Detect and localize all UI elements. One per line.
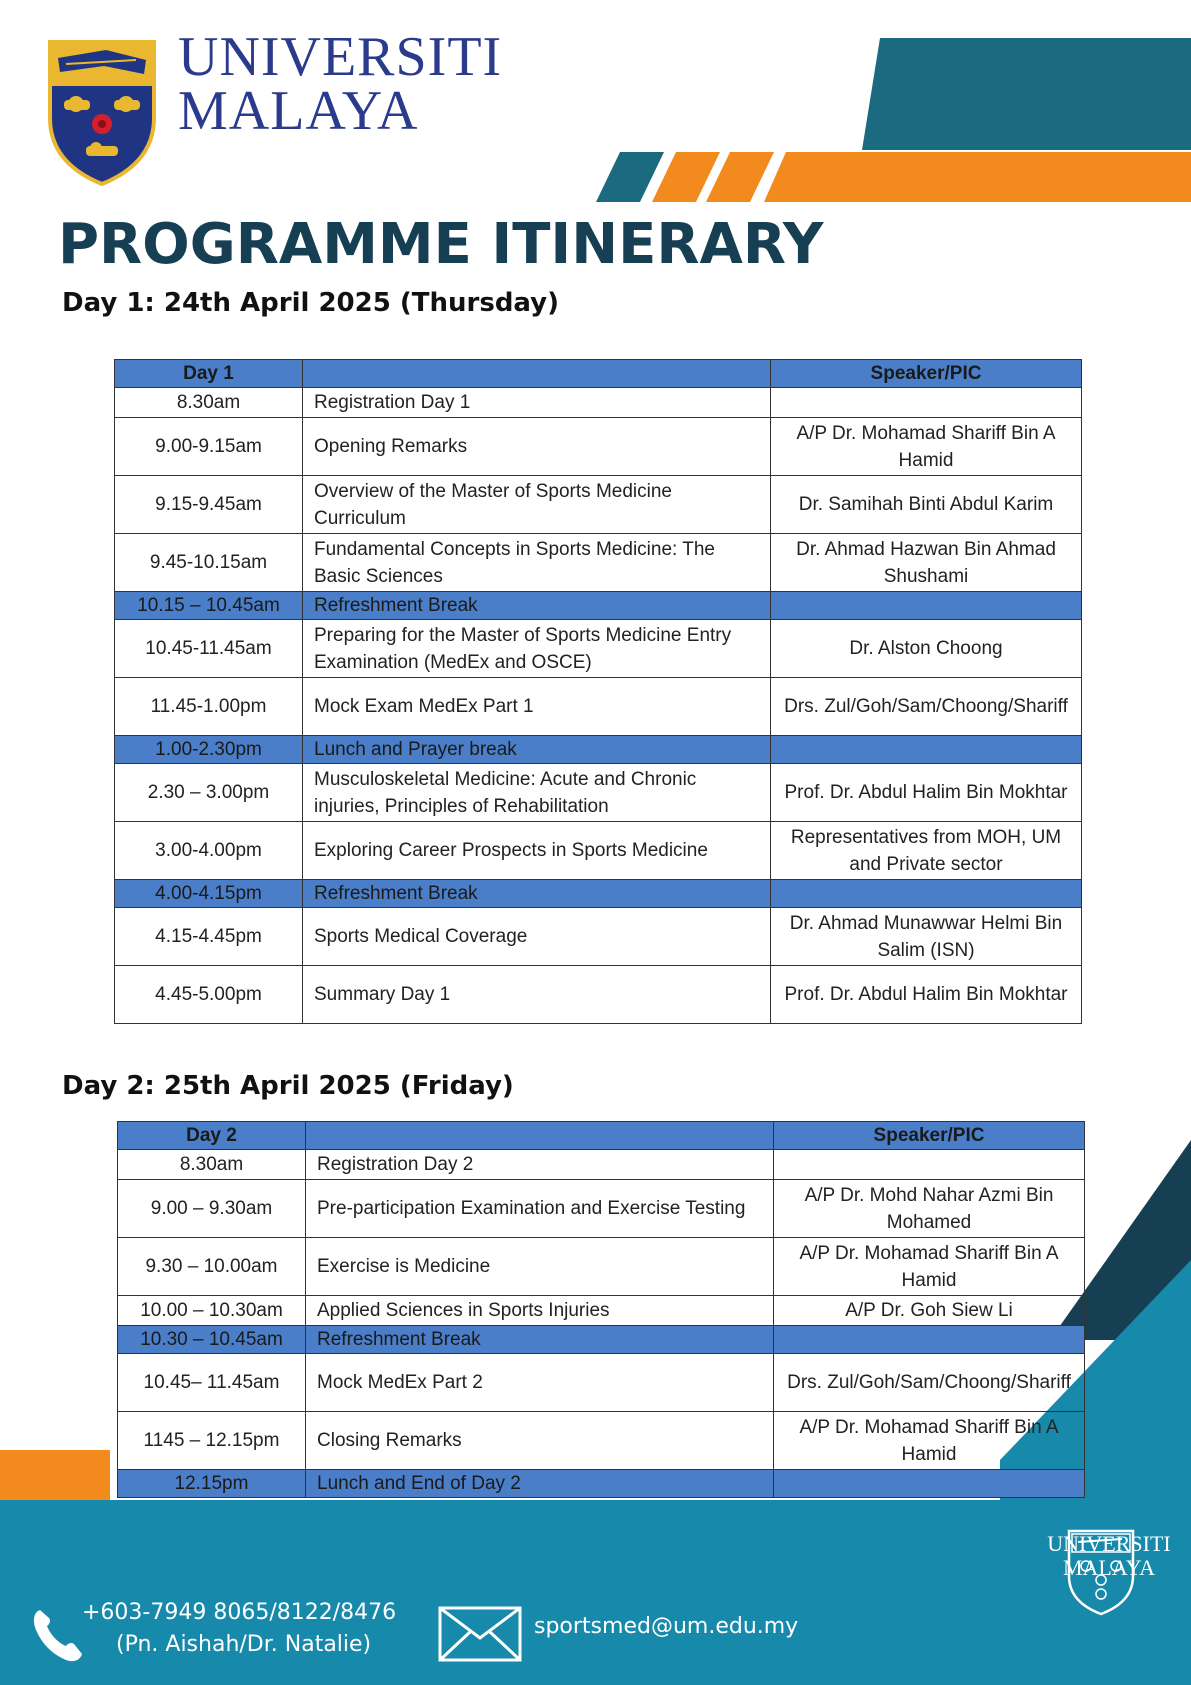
topic-cell: Refreshment Break (303, 592, 771, 620)
footer-logo-line2: MALAYA (1062, 1555, 1156, 1580)
topic-cell: Exploring Career Prospects in Sports Medicine (303, 822, 771, 880)
time-cell: 10.30 – 10.45am (118, 1326, 306, 1354)
table-row (118, 1354, 1085, 1412)
speaker-cell: Prof. Dr. Abdul Halim Bin Mokhtar (771, 966, 1082, 1024)
speaker-cell (771, 388, 1082, 418)
time-cell: 11.45-1.00pm (115, 678, 303, 736)
footer-logo-line1: UNIVERSITI (1047, 1531, 1171, 1556)
teal-stripe (596, 152, 664, 202)
speaker-cell: Dr. Ahmad Hazwan Bin Ahmad Shushami (771, 534, 1082, 592)
speaker-cell (771, 736, 1082, 764)
topic-cell: Mock Exam MedEx Part 1 (303, 678, 771, 736)
speaker-cell: A/P Dr. Goh Siew Li (774, 1296, 1085, 1326)
break-row (115, 592, 1082, 620)
topic-cell: Exercise is Medicine (306, 1238, 774, 1296)
table-row (115, 908, 1082, 966)
phone-icon (30, 1606, 86, 1664)
table-row (115, 678, 1082, 736)
day2-col-topic (306, 1122, 774, 1150)
topic-cell: Applied Sciences in Sports Injuries (306, 1296, 774, 1326)
email-link[interactable]: sportsmed@um.edu.my (534, 1614, 799, 1639)
time-cell: 10.45– 11.45am (118, 1354, 306, 1412)
footer-band (0, 1500, 1191, 1685)
speaker-cell: Drs. Zul/Goh/Sam/Choong/Shariff (774, 1354, 1085, 1412)
break-row (118, 1470, 1085, 1498)
time-cell: 9.15-9.45am (115, 476, 303, 534)
speaker-cell: A/P Dr. Mohamad Shariff Bin A Hamid (771, 418, 1082, 476)
time-cell: 1.00-2.30pm (115, 736, 303, 764)
teal-banner-shape (862, 38, 1191, 150)
university-name-line1: UNIVERSITI (178, 26, 503, 88)
time-cell: 3.00-4.00pm (115, 822, 303, 880)
time-cell: 9.00-9.15am (115, 418, 303, 476)
topic-cell: Registration Day 2 (306, 1150, 774, 1180)
topic-cell: Summary Day 1 (303, 966, 771, 1024)
speaker-cell: A/P Dr. Mohamad Shariff Bin A Hamid (774, 1412, 1085, 1470)
speaker-cell: Prof. Dr. Abdul Halim Bin Mokhtar (771, 764, 1082, 822)
time-cell: 10.45-11.45am (115, 620, 303, 678)
topic-cell: Pre-participation Examination and Exercise Testing (306, 1180, 774, 1238)
table-row (118, 1238, 1085, 1296)
day2-table-header (118, 1122, 1085, 1150)
speaker-cell (774, 1470, 1085, 1498)
time-cell: 8.30am (115, 388, 303, 418)
time-cell: 4.15-4.45pm (115, 908, 303, 966)
time-cell: 12.15pm (118, 1470, 306, 1498)
time-cell: 10.15 – 10.45am (115, 592, 303, 620)
day1-col-speaker: Speaker/PIC (771, 360, 1082, 388)
phone-number: +603-7949 8065/8122/8476 (82, 1600, 397, 1625)
page-title: PROGRAMME ITINERARY (58, 212, 824, 277)
topic-cell: Mock MedEx Part 2 (306, 1354, 774, 1412)
table-row (115, 620, 1082, 678)
table-row (118, 1150, 1085, 1180)
topic-cell: Preparing for the Master of Sports Medicine Entry Examination (MedEx and OSCE) (303, 620, 771, 678)
time-cell: 8.30am (118, 1150, 306, 1180)
topic-cell: Refreshment Break (306, 1326, 774, 1354)
speaker-cell: Dr. Alston Choong (771, 620, 1082, 678)
topic-cell: Opening Remarks (303, 418, 771, 476)
time-cell: 1145 – 12.15pm (118, 1412, 306, 1470)
table-row (115, 534, 1082, 592)
speaker-cell: Dr. Samihah Binti Abdul Karim (771, 476, 1082, 534)
table-row (115, 418, 1082, 476)
topic-cell: Lunch and Prayer break (303, 736, 771, 764)
time-cell: 2.30 – 3.00pm (115, 764, 303, 822)
speaker-cell: A/P Dr. Mohd Nahar Azmi Bin Mohamed (774, 1180, 1085, 1238)
footer-logo-text (1016, 1532, 1191, 1580)
table-row (118, 1180, 1085, 1238)
university-name (178, 26, 503, 142)
break-row (115, 736, 1082, 764)
time-cell: 10.00 – 10.30am (118, 1296, 306, 1326)
time-cell: 4.45-5.00pm (115, 966, 303, 1024)
table-row (115, 476, 1082, 534)
topic-cell: Lunch and End of Day 2 (306, 1470, 774, 1498)
university-name-line2: MALAYA (178, 80, 419, 142)
topic-cell: Fundamental Concepts in Sports Medicine: The Basic Sciences (303, 534, 771, 592)
speaker-cell (771, 880, 1082, 908)
day1-table-header (115, 360, 1082, 388)
table-row (115, 822, 1082, 880)
break-row (118, 1326, 1085, 1354)
speaker-cell: A/P Dr. Mohamad Shariff Bin A Hamid (774, 1238, 1085, 1296)
day1-heading: Day 1: 24th April 2025 (Thursday) (62, 288, 560, 318)
topic-cell: Registration Day 1 (303, 388, 771, 418)
topic-cell: Refreshment Break (303, 880, 771, 908)
day1-col-day: Day 1 (115, 360, 303, 388)
day1-col-topic (303, 360, 771, 388)
topic-cell: Closing Remarks (306, 1412, 774, 1470)
university-crest-icon (46, 38, 158, 188)
table-row (115, 966, 1082, 1024)
day1-schedule-table (114, 359, 1082, 1024)
break-row (115, 880, 1082, 908)
table-row (118, 1412, 1085, 1470)
topic-cell: Musculoskeletal Medicine: Acute and Chronic injuries, Principles of Rehabilitation (303, 764, 771, 822)
phone-contacts: (Pn. Aishah/Dr. Natalie) (116, 1632, 372, 1657)
topic-cell: Sports Medical Coverage (303, 908, 771, 966)
envelope-icon (438, 1606, 522, 1662)
speaker-cell: Representatives from MOH, UM and Private sector (771, 822, 1082, 880)
day2-col-day: Day 2 (118, 1122, 306, 1150)
speaker-cell: Drs. Zul/Goh/Sam/Choong/Shariff (771, 678, 1082, 736)
table-row (118, 1296, 1085, 1326)
speaker-cell: Dr. Ahmad Munawwar Helmi Bin Salim (ISN) (771, 908, 1082, 966)
time-cell: 9.30 – 10.00am (118, 1238, 306, 1296)
day2-heading: Day 2: 25th April 2025 (Friday) (62, 1071, 514, 1101)
speaker-cell (774, 1150, 1085, 1180)
orange-banner-shape (764, 152, 1191, 202)
topic-cell: Overview of the Master of Sports Medicine Curriculum (303, 476, 771, 534)
time-cell: 9.45-10.15am (115, 534, 303, 592)
speaker-cell (771, 592, 1082, 620)
speaker-cell (774, 1326, 1085, 1354)
table-row (115, 388, 1082, 418)
time-cell: 4.00-4.15pm (115, 880, 303, 908)
table-row (115, 764, 1082, 822)
time-cell: 9.00 – 9.30am (118, 1180, 306, 1238)
day2-col-speaker: Speaker/PIC (774, 1122, 1085, 1150)
day2-schedule-table (117, 1121, 1085, 1498)
